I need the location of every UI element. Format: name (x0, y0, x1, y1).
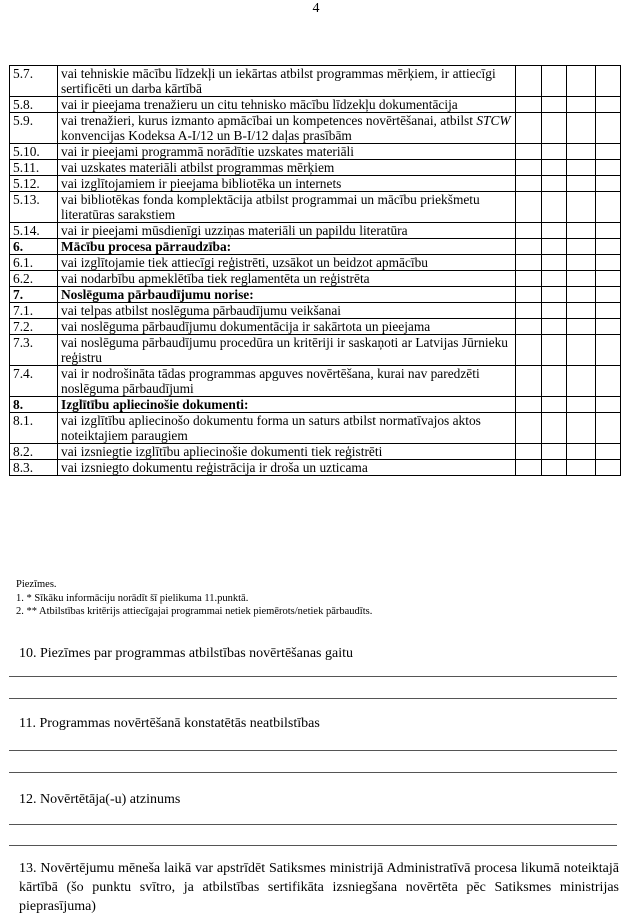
assessment-cell[interactable] (542, 287, 567, 303)
assessment-cell[interactable] (542, 97, 567, 113)
assessment-cell[interactable] (567, 239, 596, 255)
row-text: vai ir pieejama trenažieru un citu tehnisko mācību līdzekļu dokumentācija (58, 97, 516, 113)
assessment-cell[interactable] (596, 413, 621, 444)
assessment-cell[interactable] (516, 223, 542, 239)
row-text: vai izglītojamie tiek attiecīgi reģistrēti, uzsākot un beidzot apmācību (58, 255, 516, 271)
assessment-cell[interactable] (596, 397, 621, 413)
row-number: 6.1. (10, 255, 58, 271)
assessment-cell[interactable] (596, 192, 621, 223)
criterion-row (10, 335, 621, 366)
note-item: 1. * Sīkāku informāciju norādīt šī pielikuma 11.punktā. (16, 593, 249, 604)
row-text (58, 113, 516, 144)
row-number: 7.1. (10, 303, 58, 319)
assessment-cell[interactable] (596, 97, 621, 113)
criterion-row (10, 319, 621, 335)
page-number: 4 (312, 1, 320, 16)
assessment-cell[interactable] (596, 287, 621, 303)
assessment-cell[interactable] (567, 223, 596, 239)
row-text-italic: STCW (476, 113, 511, 128)
row-number: 5.11. (10, 160, 58, 176)
assessment-cell[interactable] (567, 319, 596, 335)
assessment-cell[interactable] (596, 160, 621, 176)
assessment-cell[interactable] (567, 366, 596, 397)
assessment-cell[interactable] (516, 113, 542, 144)
assessment-cell[interactable] (542, 444, 567, 460)
assessment-cell[interactable] (567, 176, 596, 192)
criterion-row (10, 413, 621, 444)
row-number: 5.14. (10, 223, 58, 239)
assessment-cell[interactable] (516, 366, 542, 397)
row-number: 7.3. (10, 335, 58, 366)
assessment-cell[interactable] (542, 303, 567, 319)
row-number: 5.12. (10, 176, 58, 192)
assessment-cell[interactable] (516, 176, 542, 192)
section-row (10, 287, 621, 303)
assessment-cell[interactable] (516, 192, 542, 223)
assessment-cell[interactable] (596, 66, 621, 97)
row-text: Noslēguma pārbaudījumu norise: (58, 287, 516, 303)
assessment-cell[interactable] (542, 413, 567, 444)
assessment-cell[interactable] (567, 97, 596, 113)
row-text: Izglītību apliecinošie dokumenti: (58, 397, 516, 413)
criterion-row (10, 271, 621, 287)
assessment-cell[interactable] (516, 255, 542, 271)
assessment-cell[interactable] (542, 335, 567, 366)
assessment-cell[interactable] (567, 460, 596, 476)
assessment-cell[interactable] (542, 255, 567, 271)
row-text: vai telpas atbilst noslēguma pārbaudījumu veikšanai (58, 303, 516, 319)
assessment-cell[interactable] (542, 397, 567, 413)
assessment-cell[interactable] (567, 144, 596, 160)
section-11-heading: 11. Programmas novērtēšanā konstatētās neatbilstības (19, 716, 320, 731)
assessment-cell[interactable] (516, 160, 542, 176)
row-number: 7.2. (10, 319, 58, 335)
assessment-cell[interactable] (542, 271, 567, 287)
row-number: 7.4. (10, 366, 58, 397)
assessment-cell[interactable] (596, 176, 621, 192)
answer-line (9, 845, 617, 846)
row-number: 8.2. (10, 444, 58, 460)
row-text: vai tehniskie mācību līdzekļi un iekārtas atbilst programmas mērķiem, ir attiecīgi sertificēti un darba kārtībā (58, 66, 516, 97)
assessment-cell[interactable] (516, 460, 542, 476)
assessment-cell[interactable] (516, 97, 542, 113)
assessment-cell[interactable] (596, 271, 621, 287)
assessment-cell[interactable] (542, 239, 567, 255)
section-12-heading: 12. Novērtētāja(-u) atzinums (19, 792, 181, 807)
answer-line (9, 676, 617, 677)
criterion-row (10, 113, 621, 144)
assessment-cell[interactable] (596, 366, 621, 397)
row-text: vai ir pieejami programmā norādītie uzskates materiāli (58, 144, 516, 160)
assessment-cell[interactable] (596, 460, 621, 476)
section-row (10, 397, 621, 413)
criterion-row (10, 160, 621, 176)
criterion-row (10, 255, 621, 271)
row-number: 5.13. (10, 192, 58, 223)
row-number: 6.2. (10, 271, 58, 287)
assessment-cell[interactable] (567, 192, 596, 223)
row-text: vai ir pieejami mūsdienīgi uzziņas materiāli un papildu literatūra (58, 223, 516, 239)
row-text: vai izsniegto dokumentu reģistrācija ir droša un uzticama (58, 460, 516, 476)
criterion-row (10, 223, 621, 239)
criterion-row (10, 176, 621, 192)
notes-title: Piezīmes. (16, 579, 57, 590)
assessment-cell[interactable] (542, 144, 567, 160)
answer-line (9, 750, 617, 751)
row-number: 7. (10, 287, 58, 303)
assessment-cell[interactable] (596, 335, 621, 366)
assessment-cell[interactable] (596, 223, 621, 239)
row-number: 5.8. (10, 97, 58, 113)
row-text: vai izglītību apliecinošo dokumentu forma un saturs atbilst normatīvajos aktos noteiktajiem paraugiem (58, 413, 516, 444)
notes (16, 578, 372, 618)
assessment-cell[interactable] (567, 413, 596, 444)
criterion-row (10, 97, 621, 113)
row-number: 8.3. (10, 460, 58, 476)
row-text: vai ir nodrošināta tādas programmas apguves novērtēšana, kurai nav paredzēti noslēguma pārbaudījumi (58, 366, 516, 397)
criterion-row (10, 303, 621, 319)
row-number: 8. (10, 397, 58, 413)
assessment-cell[interactable] (596, 303, 621, 319)
closing-paragraph: 13. Novērtējumu mēneša laikā var apstrīdēt Satiksmes ministrijā Administratīvā procesa likumā noteiktajā kārtībā (šo punktu svītro, ja atbilstības sertifikāta izsniegšana novērtēta pēc Satiksmes ministrijas pieprasījuma) (19, 861, 619, 914)
criterion-row (10, 66, 621, 97)
assessment-cell[interactable] (567, 287, 596, 303)
criterion-row (10, 192, 621, 223)
criterion-row (10, 444, 621, 460)
row-number: 8.1. (10, 413, 58, 444)
assessment-cell[interactable] (567, 397, 596, 413)
assessment-cell[interactable] (596, 319, 621, 335)
criterion-row (10, 460, 621, 476)
assessment-cell[interactable] (542, 113, 567, 144)
assessment-cell[interactable] (542, 223, 567, 239)
row-text: vai noslēguma pārbaudījumu procedūra un kritēriji ir saskaņoti ar Latvijas Jūrnieku reģistru (58, 335, 516, 366)
assessment-cell[interactable] (567, 444, 596, 460)
assessment-cell[interactable] (542, 366, 567, 397)
assessment-cell[interactable] (542, 319, 567, 335)
assessment-cell[interactable] (567, 255, 596, 271)
row-number: 5.9. (10, 113, 58, 144)
assessment-cell[interactable] (542, 192, 567, 223)
section-row (10, 239, 621, 255)
row-text: vai uzskates materiāli atbilst programmas mērķiem (58, 160, 516, 176)
assessment-cell[interactable] (567, 66, 596, 97)
assessment-cell[interactable] (596, 444, 621, 460)
answer-line (9, 772, 617, 773)
assessment-cell[interactable] (516, 319, 542, 335)
assessment-cell[interactable] (516, 335, 542, 366)
assessment-cell[interactable] (542, 160, 567, 176)
assessment-cell[interactable] (567, 335, 596, 366)
assessment-cell[interactable] (567, 113, 596, 144)
assessment-cell[interactable] (596, 113, 621, 144)
assessment-cell[interactable] (596, 144, 621, 160)
assessment-cell[interactable] (516, 287, 542, 303)
assessment-cell[interactable] (516, 444, 542, 460)
assessment-cell[interactable] (567, 160, 596, 176)
assessment-cell[interactable] (516, 397, 542, 413)
assessment-cell[interactable] (567, 271, 596, 287)
assessment-cell[interactable] (516, 303, 542, 319)
assessment-cell[interactable] (516, 66, 542, 97)
criterion-row (10, 366, 621, 397)
note-item: 2. ** Atbilstības kritērijs attiecīgajai programmai netiek piemērots/netiek pārbaudīts. (16, 606, 373, 617)
assessment-cell[interactable] (516, 144, 542, 160)
answer-line (9, 698, 617, 699)
assessment-cell[interactable] (542, 66, 567, 97)
assessment-cell[interactable] (516, 271, 542, 287)
section-10-heading: 10. Piezīmes par programmas atbilstības novērtēšanas gaitu (19, 646, 353, 661)
assessment-cell[interactable] (516, 239, 542, 255)
row-text-part: konvencijas Kodeksa A-I/12 un B-I/12 daļas prasībām (61, 128, 352, 143)
assessment-cell[interactable] (596, 239, 621, 255)
assessment-cell[interactable] (516, 413, 542, 444)
answer-line (9, 824, 617, 825)
row-text: vai izglītojamiem ir pieejama bibliotēka un internets (58, 176, 516, 192)
row-text: vai izsniegtie izglītību apliecinošie dokumenti tiek reģistrēti (58, 444, 516, 460)
row-number: 5.10. (10, 144, 58, 160)
row-text: vai noslēguma pārbaudījumu dokumentācija ir sakārtota un pieejama (58, 319, 516, 335)
row-text-part: vai trenažieri, kurus izmanto apmācībai un kompetences novērtēšanai, atbilst (61, 113, 477, 128)
assessment-cell[interactable] (596, 255, 621, 271)
row-number: 5.7. (10, 66, 58, 97)
assessment-cell[interactable] (542, 460, 567, 476)
criterion-row (10, 144, 621, 160)
row-text: vai nodarbību apmeklētība tiek reglamentēta un reģistrēta (58, 271, 516, 287)
row-text: vai bibliotēkas fonda komplektācija atbilst programmai un mācību priekšmetu literatūras sarakstiem (58, 192, 516, 223)
criteria-table (9, 65, 621, 476)
row-text: Mācību procesa pārraudzība: (58, 239, 516, 255)
row-number: 6. (10, 239, 58, 255)
assessment-cell[interactable] (542, 176, 567, 192)
assessment-cell[interactable] (567, 303, 596, 319)
